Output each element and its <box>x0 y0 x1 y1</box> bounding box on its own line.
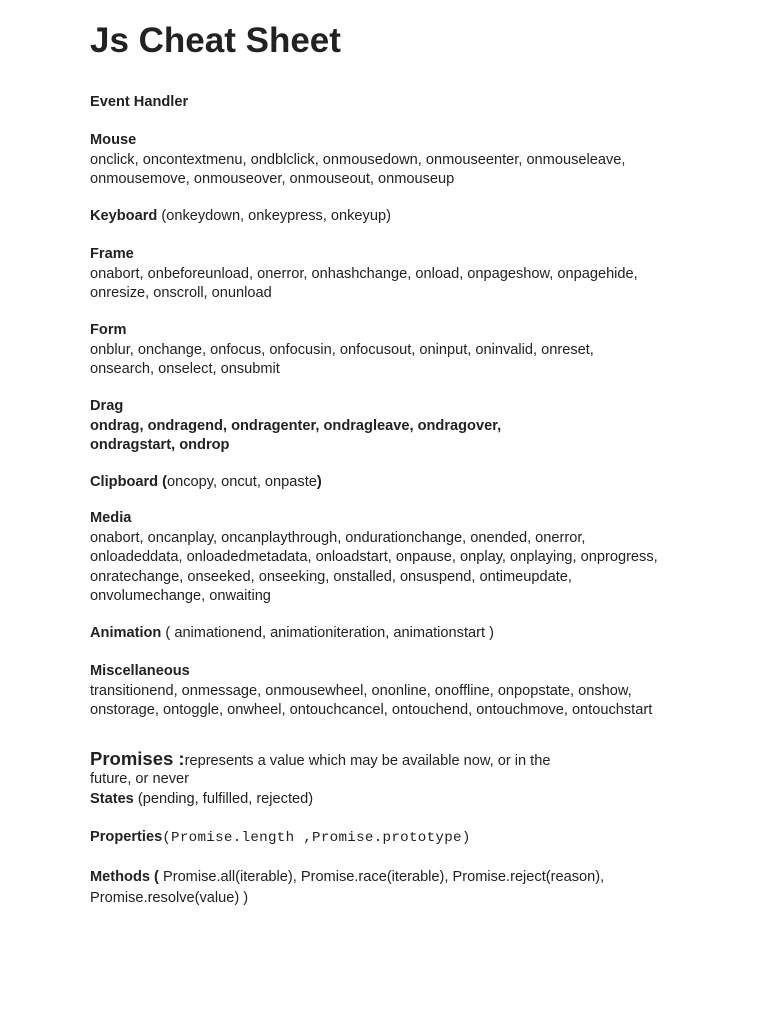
clipboard-events: oncopy, oncut, onpaste <box>167 474 317 490</box>
properties-values: (Promise.length ,Promise.prototype) <box>162 830 471 846</box>
form-heading: Form <box>90 322 127 338</box>
promises-description-line-1: represents a value which may be available now, or in the <box>184 753 551 769</box>
media-section <box>90 509 690 607</box>
drag-section <box>90 397 690 456</box>
media-heading: Media <box>90 510 132 526</box>
states-label: States <box>90 790 134 807</box>
mouse-events-line-2: onmousemove, onmouseover, onmouseout, onmouseup <box>90 171 455 187</box>
promises-section <box>90 748 690 772</box>
promises-description-continued <box>90 770 690 809</box>
media-events-line-4: onvolumechange, onwaiting <box>90 588 271 604</box>
promises-description-line-2: future, or never <box>90 771 189 787</box>
miscellaneous-section <box>90 662 690 721</box>
frame-heading: Frame <box>90 246 134 262</box>
properties-row <box>90 828 690 849</box>
animation-heading: Animation <box>90 625 162 641</box>
animation-section <box>90 624 690 644</box>
event-handler-heading: Event Handler <box>90 94 189 110</box>
clipboard-close-paren: ) <box>316 474 322 490</box>
form-events-line-1: onblur, onchange, onfocus, onfocusin, onfocusout, oninput, oninvalid, onreset, <box>90 341 594 358</box>
clipboard-heading: Clipboard ( <box>90 474 168 490</box>
miscellaneous-events-line-2: onstorage, ontoggle, onwheel, ontouchcancel, ontouchend, ontouchmove, ontouchstart <box>90 702 653 718</box>
states-values: (pending, fulfilled, rejected) <box>133 790 314 807</box>
media-events-line-1: onabort, oncanplay, oncanplaythrough, ondurationchange, onended, onerror, <box>90 529 586 546</box>
drag-events-line-2: ondragstart, ondrop <box>90 437 230 453</box>
frame-section <box>90 245 690 304</box>
event-handler-section <box>90 93 690 113</box>
form-events-line-2: onsearch, onselect, onsubmit <box>90 361 280 377</box>
keyboard-section <box>90 207 690 227</box>
drag-events-line-1: ondrag, ondragend, ondragenter, ondragleave, ondragover, <box>90 417 502 434</box>
properties-label: Properties <box>90 829 163 845</box>
keyboard-heading: Keyboard <box>90 208 158 224</box>
mouse-section <box>90 131 690 190</box>
mouse-heading: Mouse <box>90 132 137 148</box>
drag-heading: Drag <box>90 398 124 414</box>
miscellaneous-events-line-1: transitionend, onmessage, onmousewheel, ononline, onoffline, onpopstate, onshow, <box>90 682 632 699</box>
frame-events-line-1: onabort, onbeforeunload, onerror, onhashchange, onload, onpageshow, onpagehide, <box>90 265 638 282</box>
form-section <box>90 321 690 380</box>
page-title: Js Cheat Sheet <box>90 21 341 60</box>
miscellaneous-heading: Miscellaneous <box>90 663 190 679</box>
frame-events-line-2: onresize, onscroll, onunload <box>90 285 272 301</box>
promises-heading: Promises : <box>90 748 185 769</box>
clipboard-section <box>90 473 690 493</box>
keyboard-events: (onkeydown, onkeypress, onkeyup) <box>157 208 391 224</box>
media-events-line-2: onloadeddata, onloadedmetadata, onloadstart, onpause, onplay, onplaying, onprogress, <box>90 549 658 565</box>
methods-row <box>90 867 690 908</box>
methods-values-line-1: Promise.all(iterable), Promise.race(iterable), Promise.reject(reason), <box>158 869 605 885</box>
methods-label: Methods ( <box>90 869 159 885</box>
media-events-line-3: onratechange, onseeked, onseeking, onstalled, onsuspend, ontimeupdate, <box>90 568 572 585</box>
methods-values-line-2: Promise.resolve(value) ) <box>90 889 249 906</box>
mouse-events-line-1: onclick, oncontextmenu, ondblclick, onmousedown, onmouseenter, onmouseleave, <box>90 151 626 168</box>
animation-events: ( animationend, animationiteration, animationstart ) <box>161 625 494 641</box>
